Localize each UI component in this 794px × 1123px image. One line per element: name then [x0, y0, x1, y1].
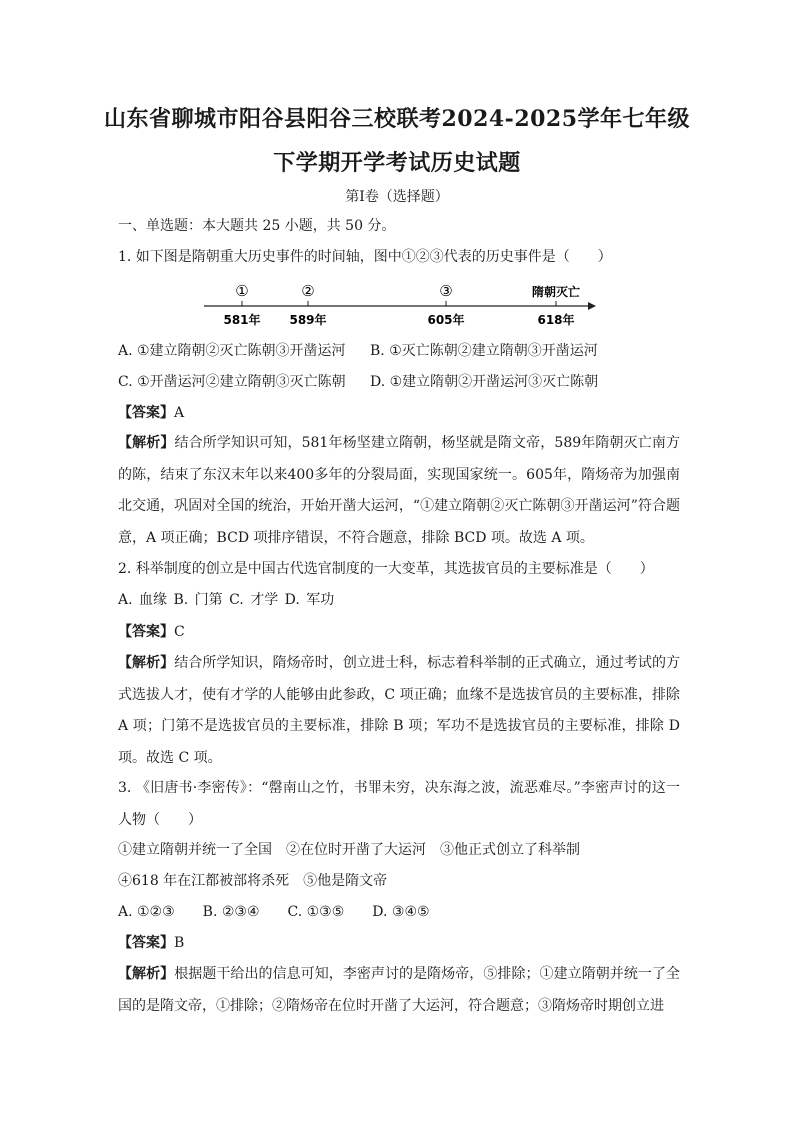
answer-label: 【答案】	[118, 935, 174, 951]
q2-analysis-text: 结合所学知识，隋炀帝时，创立进士科，标志着科举制的正式确立，通过考试的方式选拔人才，使有才学的人能够由此参政，C 项正确；血缘不是选拔官员的主要标准，排除 A 项；门第不是选拔官员的主要标准，排除 B 项；军功不是选拔官员的主要标准，排除 D 项。故选 C 项。	[118, 655, 681, 766]
q2-answer-value: C	[174, 624, 185, 640]
q3-analysis	[118, 959, 680, 1022]
q1-option-b: B. ①灭亡陈朝②建立隋朝③开凿运河	[370, 343, 598, 359]
timeline-arrow	[588, 302, 596, 310]
part-heading: 一、单选题：本大题共 25 小题，共 50 分。	[118, 218, 396, 234]
timeline-year-2: 589年	[289, 313, 327, 327]
q3-items-line2: ④618 年在江都被部将杀死 ⑤他是隋文帝	[118, 873, 388, 889]
timeline-year-3: 605年	[427, 313, 465, 327]
timeline-label-1: ①	[235, 282, 249, 300]
q1-answer	[118, 403, 184, 423]
analysis-label: 【解析】	[118, 966, 175, 982]
timeline-year-1: 581年	[223, 313, 261, 327]
q3-items-line1: ①建立隋朝并统一了全国 ②在位时开凿了大运河 ③他正式创立了科举制	[118, 842, 580, 858]
q2-analysis	[118, 648, 680, 774]
q2-stem: 2. 科举制度的创立是中国古代选官制度的一大变革，其选拔官员的主要标准是（ ）	[118, 561, 654, 577]
analysis-label: 【解析】	[118, 655, 175, 671]
q1-answer-value: A	[174, 405, 185, 421]
q3-answer-value: B	[174, 935, 185, 951]
analysis-label: 【解析】	[118, 435, 175, 451]
q1-option-c: C. ①开凿运河②建立隋朝③灭亡陈朝	[118, 374, 346, 390]
q1-stem: 1. 如下图是隋朝重大历史事件的时间轴，图中①②③代表的历史事件是（ ）	[118, 249, 612, 265]
q3-options: A. ①②③ B. ②③④ C. ①③⑤ D. ③④⑤	[118, 904, 430, 920]
document-title-line1: 山东省聊城市阳谷县阳谷三校联考2024-2025学年七年级	[103, 106, 691, 132]
timeline-figure	[200, 280, 600, 330]
timeline-year-4: 618年	[537, 313, 575, 327]
timeline-label-3: ③	[439, 282, 453, 300]
timeline-label-4: 隋朝灭亡	[531, 285, 581, 299]
q2-answer	[118, 622, 185, 642]
answer-label: 【答案】	[118, 624, 174, 640]
q3-analysis-text: 根据题干给出的信息可知，李密声讨的是隋炀帝，⑤排除；①建立隋朝并统一了全国的是隋文帝，①排除；②隋炀帝在位时开凿了大运河，符合题意；③隋炀帝时期创立进	[118, 966, 681, 1014]
q1-option-d: D. ①建立隋朝②开凿运河③灭亡陈朝	[370, 374, 599, 390]
q2-options: A. 血缘 B. 门第 C. 才学 D. 军功	[118, 592, 335, 608]
q1-options-row2	[118, 372, 598, 392]
timeline-label-2: ②	[301, 282, 315, 300]
document-title-line2: 下学期开学考试历史试题	[273, 150, 521, 176]
q3-stem: 3. 《旧唐书·李密传》：“罄南山之竹，书罪未穷，决东海之波，流恶难尽。”李密声讨的这一人物（ ）	[118, 780, 680, 828]
q1-options-row1	[118, 341, 598, 361]
q1-analysis	[118, 428, 680, 554]
q3-answer	[118, 933, 184, 953]
q1-option-a: A. ①建立隋朝②灭亡陈朝③开凿运河	[118, 343, 346, 359]
q1-analysis-text: 结合所学知识可知，581年杨坚建立隋朝，杨坚就是隋文帝，589年隋朝灭亡南方的陈，结束了东汉末年以来400多年的分裂局面，实现国家统一。605年，隋炀帝为加强南北交通，巩固对全国的统治，开始开凿大运河，“①建立隋朝②灭亡陈朝③开凿运河”符合题意，A 项正确；BCD 项排序错误，不符合题意，排除 BCD 项。故选 A 项。	[118, 435, 680, 546]
answer-label: 【答案】	[118, 405, 174, 421]
section-heading: 第Ⅰ卷（选择题）	[345, 189, 449, 205]
